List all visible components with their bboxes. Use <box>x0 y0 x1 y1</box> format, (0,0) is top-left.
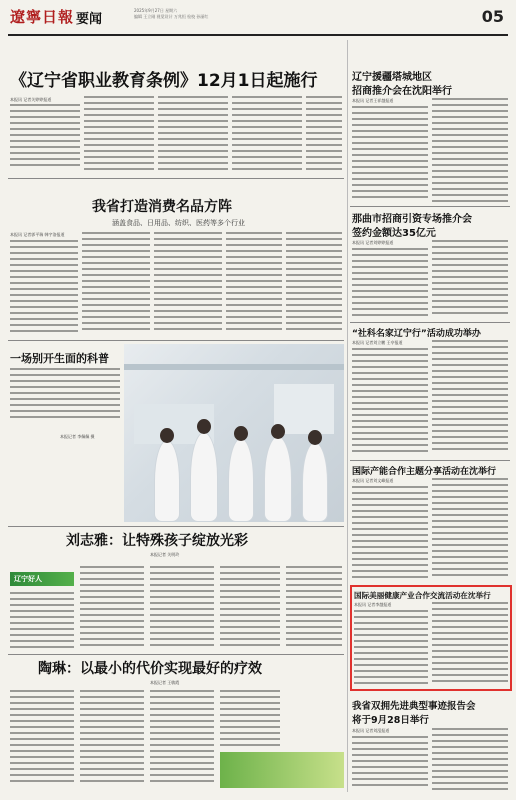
tao-body-col3 <box>150 690 214 786</box>
issue-meta <box>134 8 284 20</box>
brands-body-col1 <box>10 240 78 334</box>
aid-headline-line2: 招商推介会在沈阳举行 <box>352 86 452 97</box>
newspaper-logo: 遼寧日報 <box>10 8 75 26</box>
tao-body-col4 <box>220 690 280 748</box>
report-headline-line2: 将于9月28日举行 <box>352 715 429 726</box>
aid-body-col1 <box>352 106 428 202</box>
person <box>302 442 328 522</box>
brands-byline: 本报讯 记者郭平瑞 韩宇洛报道 <box>10 232 65 237</box>
divider <box>8 654 344 655</box>
lead-headline: 《辽宁省职业教育条例》12月1日起施行 <box>10 71 318 91</box>
community-body-col2 <box>432 340 508 454</box>
divider <box>8 526 344 527</box>
person <box>264 436 292 522</box>
person <box>228 438 254 522</box>
liu-body-col3 <box>150 566 214 650</box>
brands-body-col2 <box>82 232 150 334</box>
naqu-byline: 本报讯 记者刘婷婷报道 <box>352 240 394 245</box>
aid-headline: 辽宁援疆塔城地区 <box>352 72 432 83</box>
decorative-banner <box>220 752 344 788</box>
report-body-col2 <box>432 728 508 790</box>
divider <box>8 340 344 341</box>
brands-headline: 我省打造消费名品方阵 <box>92 199 232 215</box>
person-head <box>160 428 174 443</box>
section-title: 要闻 <box>76 12 103 27</box>
aid-byline: 本报讯 记者王祥越报道 <box>352 98 394 103</box>
brands-body-col3 <box>154 232 222 334</box>
divider <box>350 206 510 207</box>
community-headline: “社科名家辽宁行”活动成功举办 <box>352 329 481 339</box>
spring-body <box>10 368 120 418</box>
liu-headline: 刘志雅：让特殊孩子绽放光彩 <box>66 533 248 549</box>
liu-body-col2 <box>80 566 144 650</box>
person <box>190 432 218 522</box>
column-divider <box>347 40 348 792</box>
issue-editors: 编辑 王立刚 视觉设计 万兆恒 检校 孙丽红 <box>134 14 209 19</box>
divider <box>350 460 510 461</box>
beauty-byline: 本报讯 记者李越报道 <box>354 602 392 607</box>
masthead <box>8 4 508 36</box>
spring-headline: 一场别开生面的科普 <box>10 352 109 365</box>
divider <box>8 178 344 179</box>
page-number: 05 <box>481 7 504 26</box>
lead-body-col5 <box>306 96 342 170</box>
industry-body-col2 <box>432 478 508 580</box>
community-byline: 本报讯 记者刘立鹏 王亭报道 <box>352 340 403 345</box>
tao-body-col1 <box>10 690 74 786</box>
shelf <box>124 364 344 370</box>
naqu-headline-line2: 签约金额达35亿元 <box>352 228 436 239</box>
brands-subtitle: 涵盖食品、日用品、纺织、医药等多个行业 <box>112 219 245 227</box>
aid-body-col2 <box>432 98 508 202</box>
naqu-body-col2 <box>432 240 508 318</box>
report-headline: 我省双拥先进典型事迹报告会 <box>352 701 476 712</box>
spring-photo-credit: 本报记者 李佩佩 摄 <box>60 434 95 439</box>
issue-date: 2025年9月27日 星期六 <box>134 8 178 13</box>
report-byline: 本报讯 记者刘泓报道 <box>352 728 390 733</box>
lead-body-col4 <box>232 96 302 170</box>
naqu-headline: 那曲市招商引资专场推介会 <box>352 214 472 225</box>
lead-body-col1 <box>10 104 80 170</box>
brands-body-col4 <box>226 232 282 334</box>
section-banner: 辽宁好人 <box>10 572 74 586</box>
tao-headline: 陶琳：以最小的代价实现最好的疗效 <box>38 661 262 677</box>
news-photo <box>124 344 344 522</box>
liu-body-col4 <box>220 566 280 650</box>
industry-headline: 国际产能合作主题分享活动在沈举行 <box>352 467 497 477</box>
naqu-body-col1 <box>352 248 428 318</box>
divider <box>350 322 510 323</box>
tao-body-col2 <box>80 690 144 786</box>
person-head <box>271 424 285 439</box>
community-body-col1 <box>352 348 428 454</box>
beauty-body-col2 <box>432 602 508 686</box>
lead-byline: 本报讯 记者关婷婷报道 <box>10 97 52 102</box>
brands-body-col5 <box>286 232 342 334</box>
person <box>154 440 180 522</box>
liu-body-col1 <box>10 592 74 650</box>
liu-body-col5 <box>286 566 342 650</box>
liu-byline: 本报记者 关明玲 <box>150 552 180 557</box>
industry-byline: 本报讯 记者刘文峰报道 <box>352 478 394 483</box>
beauty-body-col1 <box>354 610 428 686</box>
tao-byline: 本报记者 王敏霞 <box>150 680 180 685</box>
lead-body-col2 <box>84 96 154 170</box>
person-head <box>234 426 248 441</box>
lead-body-col3 <box>158 96 228 170</box>
industry-body-col1 <box>352 486 428 580</box>
person-head <box>308 430 322 445</box>
beauty-headline: 国际美丽健康产业合作交流活动在沈举行 <box>354 591 491 600</box>
report-body-col1 <box>352 736 428 790</box>
person-head <box>197 419 211 434</box>
